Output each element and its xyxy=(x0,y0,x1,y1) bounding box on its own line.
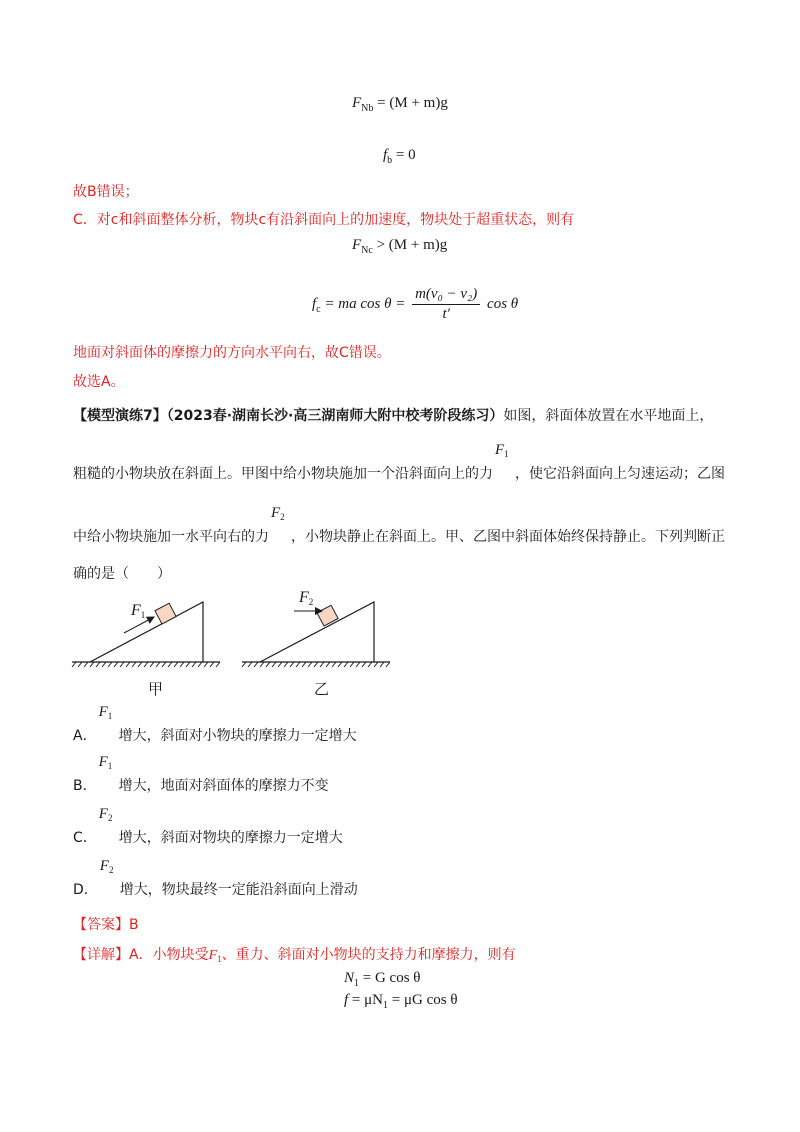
option-b: B． $F_1$ 增大，地面对斜面体的摩擦力不变 xyxy=(73,754,329,794)
equation-normal-force-c: $F_{Nc} > (M + m)g$ xyxy=(352,237,448,256)
equation-friction-c: $f_c$ = ma cos θ = $\frac{\text{m(v₀ − v₂)}}{t'}$ cos θ xyxy=(312,286,519,322)
solution-choice: 故选A。 xyxy=(73,374,125,390)
equation-friction-f: $f = \mu N_1 = \mu G$ cos θ xyxy=(344,992,458,1011)
solution-line-b: 故B错误； xyxy=(73,184,139,200)
detail-line: 【详解】A．小物块受$F_1$、重力、斜面对小物块的支持力和摩擦力，则有 xyxy=(73,947,516,964)
equation-normal-n1: $N_1 = G$ cos θ xyxy=(344,970,421,989)
block-left xyxy=(155,603,176,624)
option-a-var: $F_1$ xyxy=(98,704,113,721)
incline-left xyxy=(72,602,220,667)
incline-right xyxy=(242,602,390,667)
option-d-var: $F_2$ xyxy=(99,858,114,875)
figure-label-yi: 乙 xyxy=(314,680,330,698)
figure-force-label-left: $F_1$ xyxy=(131,602,146,620)
answer: 【答案】B xyxy=(73,917,139,933)
problem-source: （2023春·湖南长沙·高三湖南师大附中校考阶段练习） xyxy=(166,408,504,424)
figure-label-jia: 甲 xyxy=(148,680,164,698)
incline-figure xyxy=(70,595,390,700)
option-b-var: $F_1$ xyxy=(98,754,113,771)
problem-line-2: 粗糙的小物块放在斜面上。甲图中给小物块施加一个沿斜面向上的力 $F_1$ ，使它沿斜面向上匀速运动；乙图 xyxy=(73,442,725,482)
problem-tag: 【模型演练7】 xyxy=(73,408,167,424)
force-f2-inline: $F_2$ xyxy=(271,505,285,522)
ground-hatch-right xyxy=(242,662,390,667)
equation-friction-b: $f_b = 0$ xyxy=(383,147,416,166)
option-c-var: $F_2$ xyxy=(98,806,113,823)
option-c: C． $F_2$ 增大，斜面对物块的摩擦力一定增大 xyxy=(73,806,343,846)
solution-line-c: C．对c和斜面整体分析，物块c有沿斜面向上的加速度，物块处于超重状态，则有 xyxy=(73,212,575,228)
solution-line-c2: 地面对斜面体的摩擦力的方向水平向右，故C错误。 xyxy=(73,345,391,361)
option-d: D． $F_2$ 增大，物块最终一定能沿斜面向上滑动 xyxy=(73,858,358,898)
figure-force-label-right: $F_2$ xyxy=(299,589,314,607)
problem-line-3: 中给小物块施加一水平向右的力 $F_2$ ，小物块静止在斜面上。甲、乙图中斜面体始终保持静止。下列判断正 xyxy=(73,505,725,545)
problem-line-4: 确的是（ ） xyxy=(73,566,171,582)
equation-normal-force-b: $F_{Nb} = (M + m)g$ xyxy=(352,95,448,114)
option-a: A． $F_1$ 增大，斜面对小物块的摩擦力一定增大 xyxy=(73,704,357,744)
ground-hatch-left xyxy=(72,662,220,667)
problem-line-1: 【模型演练7】（2023春·湖南长沙·高三湖南师大附中校考阶段练习）如图，斜面体放置在水平地面上， xyxy=(73,408,714,424)
force-f1-inline: $F_1$ xyxy=(495,442,509,459)
